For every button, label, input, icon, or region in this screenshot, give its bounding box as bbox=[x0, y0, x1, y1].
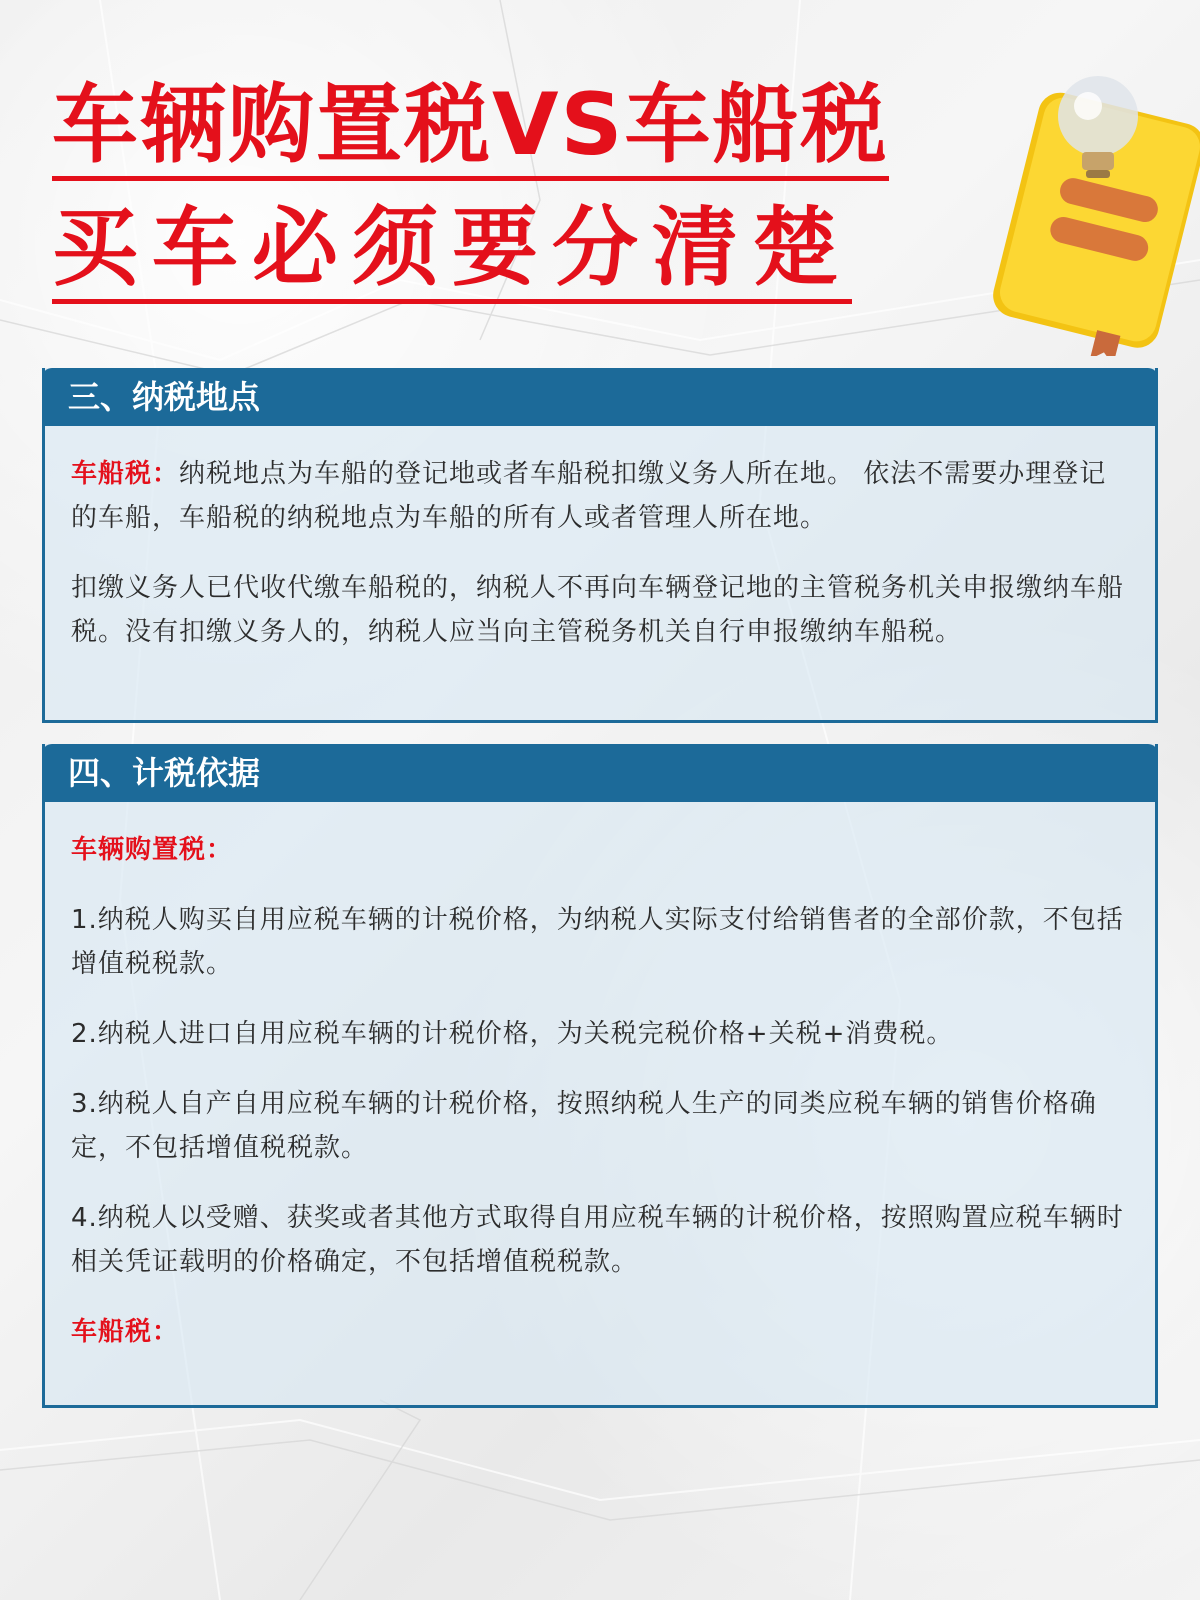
list-item: 4.纳税人以受赠、获奖或者其他方式取得自用应税车辆的计税价格，按照购置应税车辆时相关凭证载明的价格确定，不包括增值税税款。 bbox=[71, 1203, 1124, 1277]
subheading-purchase-tax: 车辆购置税： bbox=[71, 835, 234, 865]
section-tax-location bbox=[42, 368, 1158, 723]
paragraph bbox=[71, 452, 1129, 540]
list-item: 3.纳税人自产自用应税车辆的计税价格，按照纳税人生产的同类应税车辆的销售价格确定，不包括增值税税款。 bbox=[71, 1089, 1097, 1163]
list-item: 2.纳税人进口自用应税车辆的计税价格，为关税完税价格+关税+消费税。 bbox=[71, 1019, 954, 1049]
section-heading: 四、计税依据 bbox=[42, 744, 1158, 802]
paragraph-text: 纳税地点为车船的登记地或者车船税扣缴义务人所在地。 依法不需要办理登记的车船，车船税的纳税地点为车船的所有人或者管理人所在地。 bbox=[71, 459, 1107, 533]
paragraph: 扣缴义务人已代收代缴车船税的，纳税人不再向车辆登记地的主管税务机关申报缴纳车船税。没有扣缴义务人的，纳税人应当向主管税务机关自行申报缴纳车船税。 bbox=[71, 573, 1125, 647]
title-line-2: 买车必须要分清楚 bbox=[52, 205, 852, 304]
subheading-vessel-tax: 车船税： bbox=[71, 1317, 180, 1347]
label-vessel-tax: 车船税： bbox=[71, 459, 180, 489]
section-heading: 三、纳税地点 bbox=[42, 368, 1158, 426]
section-tax-basis bbox=[42, 744, 1158, 1408]
list-item: 1.纳税人购买自用应税车辆的计税价格，为纳税人实际支付给销售者的全部价款，不包括增值税税款。 bbox=[71, 905, 1124, 979]
notebook-lightbulb-icon bbox=[990, 66, 1200, 356]
title-line-1: 车辆购置税VS车船税 bbox=[52, 82, 889, 181]
